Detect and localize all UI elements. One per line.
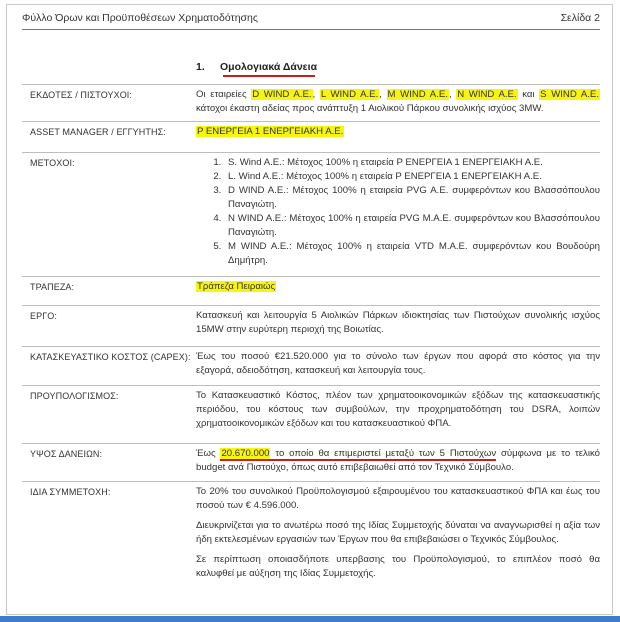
section-heading — [196, 61, 317, 73]
loan-amount-label: ΥΨΟΣ ΔΑΝΕΙΩΝ: — [30, 449, 103, 459]
company-d-wind: D WIND A.E. — [252, 89, 312, 100]
header-divider — [22, 29, 600, 30]
page-header — [22, 12, 600, 28]
budget-label: ΠΡΟΥΠΟΛΟΓΙΣΜΟΣ: — [30, 391, 119, 401]
shareholder-item: 3. D WIND A.E.: Μέτοχος 100% η εταιρεία PVG A.E. συμφερόντων κου Βλασσόπουλου Παναγιώτη. — [224, 184, 600, 212]
loan-amount-figure: 20.670.000 — [221, 448, 270, 459]
shareholder-item: 2. L. Wind A.E.: Μέτοχος 100% η εταιρεία Ρ ΕΝΕΡΓΕΙΑ 1 ΕΝΕΡΓΕΙΑΚΗ Α.Ε. — [224, 170, 600, 184]
row-budget — [22, 385, 600, 444]
equity-label: ΙΔΙΑ ΣΥΜΜΕΤΟΧΗ: — [30, 487, 111, 497]
row-asset-manager — [22, 121, 600, 152]
project-value: Κατασκευή και λειτουργία 5 Αιολικών Πάρκων ιδιοκτησίας των Πιστούχων συνολικής ισχύος 15MW στην ευρύτερη περιοχή της Βοιωτίας. — [196, 310, 600, 335]
issuers-prefix: Οι εταιρείες — [196, 89, 252, 100]
row-project — [22, 305, 600, 342]
equity-value — [196, 485, 600, 587]
separator: , — [379, 89, 387, 100]
section-title: Ομολογιακά Δάνεια — [220, 61, 318, 73]
document-title: Φύλλο Όρων και Προϋποθέσεων Χρηματοδότησης — [22, 12, 258, 24]
separator: , — [448, 89, 457, 100]
loan-amount-prefix: Έως — [196, 448, 221, 459]
loan-amount-value — [196, 447, 600, 475]
company-l-wind: L WIND A.E. — [320, 89, 379, 100]
row-issuers — [22, 84, 600, 121]
section-title-red-underline — [223, 75, 315, 77]
asset-manager-value: Ρ ΕΝΕΡΓΕΙΑ 1 ΕΝΕΡΓΕΙΑΚΗ Α.Ε. — [197, 126, 344, 137]
asset-manager-value-wrap — [196, 125, 600, 139]
company-s-wind: S WIND A.E. — [540, 89, 599, 100]
shareholders-list — [196, 156, 600, 268]
shareholder-item: 4. N WIND A.E.: Μέτοχος 100% η εταιρεία PVG Μ.Α.Ε. συμφερόντων κου Βλασσόπουλου Παναγιώτη. — [224, 212, 600, 240]
shareholder-item: 1. S. Wind A.E.: Μέτοχος 100% η εταιρεία Ρ ΕΝΕΡΓΕΙΑ 1 ΕΝΕΡΓΕΙΑΚΗ Α.Ε. — [224, 156, 600, 170]
page-number: Σελίδα 2 — [560, 12, 600, 24]
equity-paragraph: Διευκρινίζεται για το ανωτέρω ποσό της Ιδίας Συμμετοχής δύναται να αναγνωρισθεί η αξία των ήδη εκτελεσμένων εργασιών των Έργων που θα επιβεβαιώσει ο Τεχνικός Σύμβουλος. — [196, 520, 600, 545]
row-shareholders — [22, 152, 600, 277]
capex-label: ΚΑΤΑΣΚΕΥΑΣΤΙΚΟ ΚΟΣΤΟΣ (CAPEX): — [30, 352, 191, 362]
issuers-label: ΕΚΔΟΤΕΣ / ΠΙΣΤΟΥΧΟΙ: — [30, 90, 133, 100]
project-label: ΕΡΓΟ: — [30, 311, 57, 321]
shareholder-item: 5. M WIND A.E.: Μέτοχος 100% η εταιρεία VTD Μ.Α.Ε. συμφερόντων κου Βουδούρη Δημήτρη. — [224, 240, 600, 268]
shareholders-label: ΜΕΤΟΧΟΙ: — [30, 158, 75, 168]
bank-value-wrap — [196, 280, 600, 294]
budget-value: Το Κατασκευαστικό Κόστος, πλέον των χρηματοοικονομικών εξόδων της κατασκευαστικής περιόδου, του κόστους των συμβούλων, την προχρηματοδότηση του DSRA, λοιπών χρηματοοικονομικών εξόδων και του κατασκευαστικού ΦΠΑ. — [196, 390, 600, 429]
issuers-suffix: κάτοχοι έκαστη αδείας προς ανάπτυξη 1 Αιολικού Πάρκου συνολικής ισχύος 3MW. — [196, 103, 544, 114]
separator: και — [517, 89, 540, 100]
row-bank — [22, 276, 600, 303]
loan-amount-suffix: σύμφωνα με το τελικό budget ανά Πιστούχο, όπως αυτό επιβεβαιωθεί από τον Τεχνικό Σύμβουλο. — [196, 448, 600, 473]
bottom-accent-bar — [0, 616, 620, 622]
separator: , — [312, 89, 320, 100]
row-equity — [22, 481, 600, 610]
equity-paragraph: Σε περίπτωση οποιασδήποτε υπερβασης του Προϋπολογισμού, το επιπλέον ποσό θα καλυφθεί με αύξηση της Ιδίας Συμμετοχής. — [196, 554, 600, 579]
loan-allocation-phrase: το οποίο θα επιμεριστεί μεταξύ των 5 Πιστούχων — [270, 448, 497, 459]
row-loan-amount — [22, 443, 600, 480]
section-number: 1. — [196, 61, 205, 73]
company-n-wind: N WIND A.E. — [457, 89, 517, 100]
capex-value: Έως του ποσού €21.520.000 για το σύνολο των έργων που αφορά στο κόστος για την εξαγορά, αδειοδότηση, κατασκευή και λειτουργία τους. — [196, 351, 600, 376]
shareholders-list-wrap — [196, 156, 600, 268]
issuers-value — [196, 88, 600, 116]
company-m-wind: M WIND A.E. — [387, 89, 448, 100]
asset-manager-label: ASSET MANAGER / ΕΓΓΥΗΤΗΣ: — [30, 127, 166, 137]
equity-paragraph: Το 20% του συνολικού Προϋπολογισμού εξαιρουμένου του κατασκευαστικού ΦΠΑ και έως του ποσού των € 4.596.000. — [196, 486, 600, 511]
row-capex — [22, 346, 600, 383]
bank-value: Τράπεζα Πειραιώς — [197, 281, 276, 292]
bank-label: ΤΡΑΠΕΖΑ: — [30, 282, 75, 292]
